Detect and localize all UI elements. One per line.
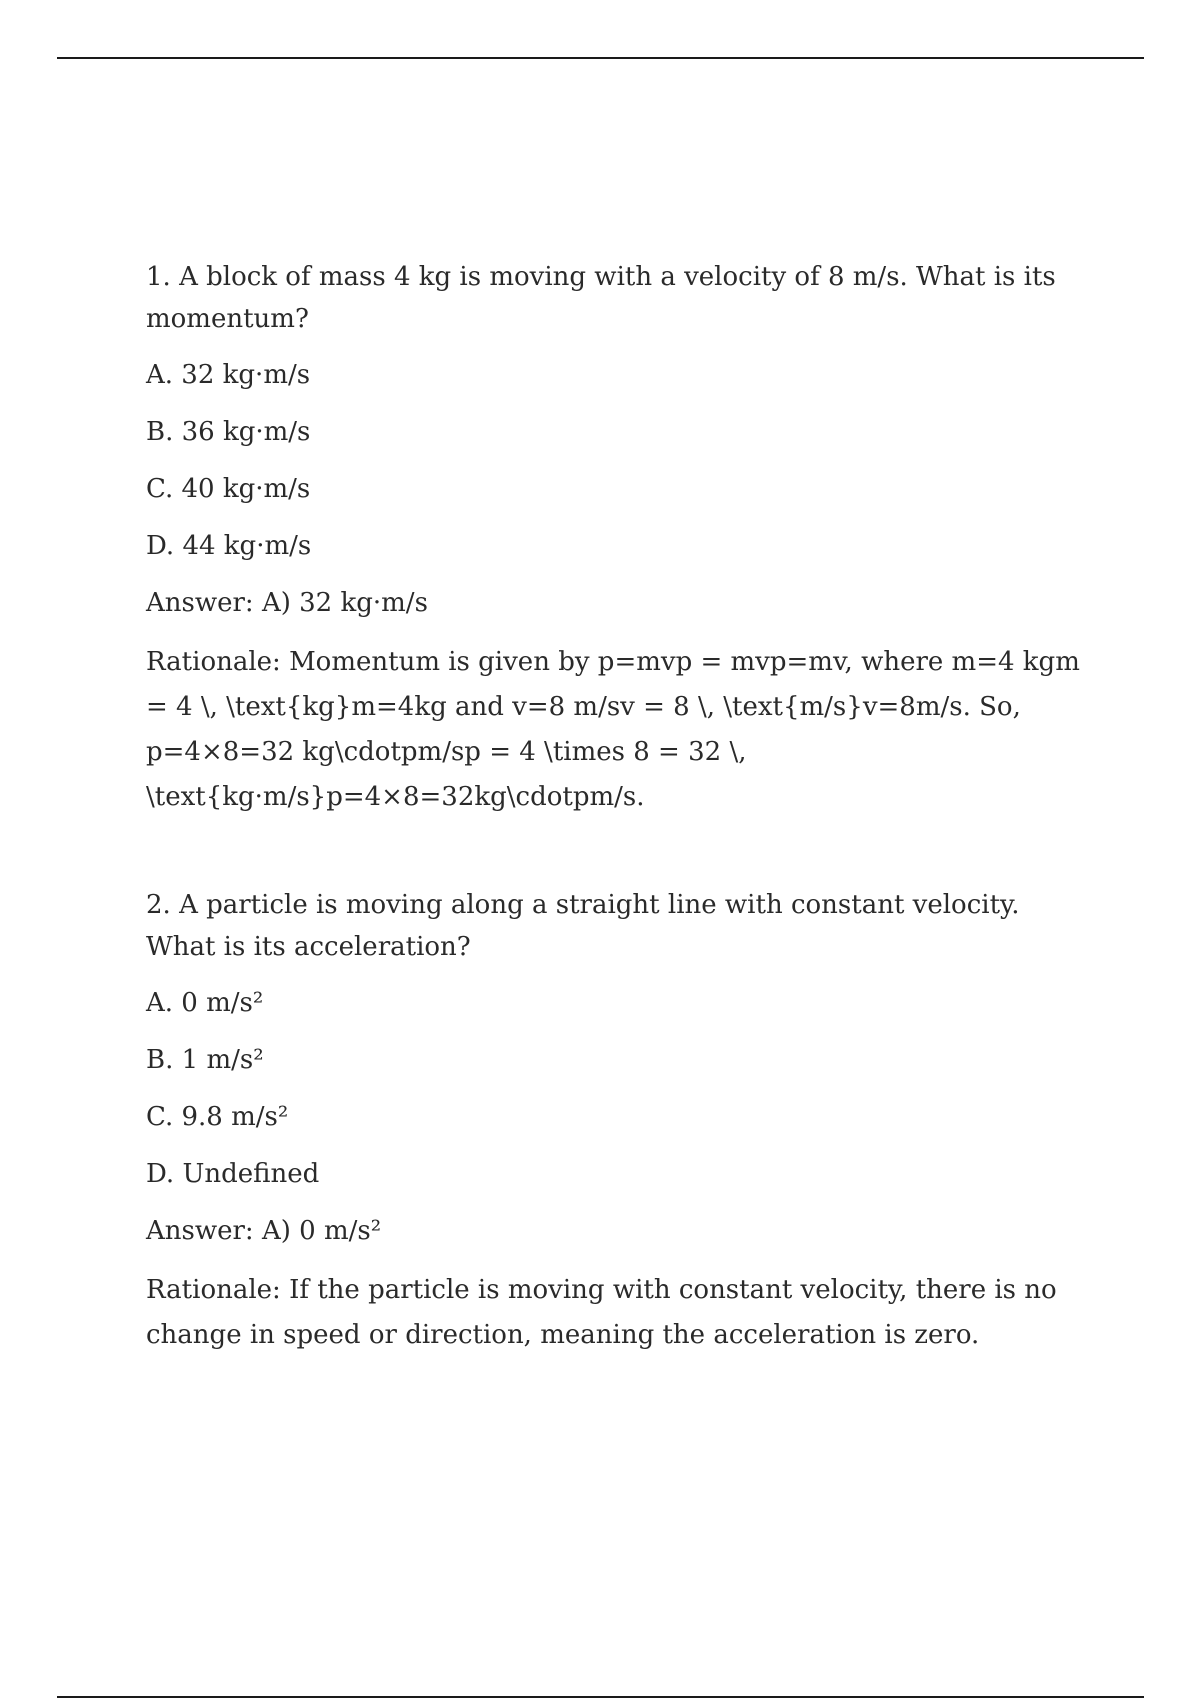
top-rule — [57, 57, 1144, 59]
rationale: Rationale: Momentum is given by p=mvp = mvp=mv, where m=4 kgm = 4 \, \text{kg}m=4kg and v=8 m/sv = 8 \, \text{m/s}v=8m/s. So, p=4×8=32 kg\cdotpm/sp = 4 \times 8 = 32 \, \text{kg·m/s}p=4×8=32kg\cdotpm/s. — [146, 647, 1080, 812]
question-text: 1. A block of mass 4 kg is moving with a velocity of 8 m/s. What is its momentum? — [146, 262, 1056, 334]
bottom-rule — [57, 1696, 1144, 1698]
option-b: B. 1 m/s² — [146, 1045, 264, 1075]
option-c: C. 9.8 m/s² — [146, 1102, 289, 1132]
option-a: A. 0 m/s² — [146, 988, 264, 1018]
option-d: D. Undefined — [146, 1159, 320, 1189]
question-1 — [146, 256, 1096, 820]
option-c: C. 40 kg·m/s — [146, 474, 311, 504]
rationale: Rationale: If the particle is moving with constant velocity, there is no change in speed or direction, meaning the acceleration is zero. — [146, 1275, 1057, 1350]
option-d: D. 44 kg·m/s — [146, 531, 312, 561]
option-a: A. 32 kg·m/s — [146, 360, 311, 390]
document-body — [146, 256, 1096, 1358]
answer: Answer: A) 32 kg·m/s — [146, 588, 428, 618]
option-b: B. 36 kg·m/s — [146, 417, 311, 447]
question-text: 2. A particle is moving along a straight line with constant velocity. What is its acceleration? — [146, 890, 1020, 962]
question-2 — [146, 884, 1096, 1358]
answer: Answer: A) 0 m/s² — [146, 1216, 382, 1246]
